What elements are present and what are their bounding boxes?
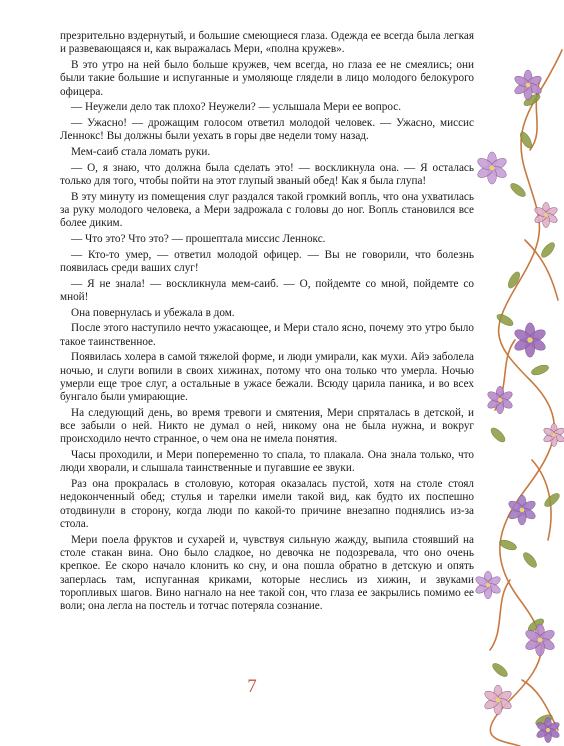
leaf-icon [491, 661, 510, 679]
leaf-icon [539, 241, 557, 260]
body-text [60, 30, 474, 616]
leaf-icon [495, 312, 515, 328]
paragraph: презрительно вздернутый, и большие смеющиеся глаза. Одежда ее всегда была легкая и развевающаяся и, как выражалась Мери, «полна кружев». [60, 30, 474, 56]
clematis-flower-icon [513, 323, 548, 358]
clematis-flower-icon [486, 386, 514, 414]
leaf-icon [521, 551, 539, 570]
page-number: 7 [247, 676, 257, 697]
leaf-icon [489, 426, 507, 444]
paragraph: Появилась холера в самой тяжелой форме, и люди умирали, как мухи. Айэ заболела ночью, и слуги вопили в своих хижинах, потому что она только что умерла. Ночью умерли еще трое слуг, а остальные в ужасе бежали. Всюду царила паника, и во всех бунгало были умирающие. [60, 351, 474, 404]
paragraph: Мем-саиб стала ломать руки. [71, 145, 211, 158]
paragraph: На следующий день, во время тревоги и смятения, Мери спряталась в детской, и все забыли о ней. Никто не думал о ней, никому она не была нужна, и вокруг происходило нечто странное, о чем она не имела понятия. [60, 406, 474, 446]
paragraph: Она повернулась и убежала в дом. [71, 306, 235, 319]
leaf-icon [543, 491, 562, 509]
leaf-icon [530, 363, 550, 377]
clematis-flower-icon [483, 685, 513, 715]
leaf-icon [509, 181, 528, 199]
paragraph: — Ужасно! — дрожащим голосом ответил молодой человек. — Ужасно, миссис Леннокс! Вы должны были уехать в горы две недели тому назад. [60, 116, 474, 143]
paragraph: — Кто-то умер, — ответил молодой офицер. — Вы не говорили, что болезнь появилась среди ваших слуг! [60, 248, 474, 274]
clematis-flower-icon [476, 152, 508, 184]
clematis-vine-border-icon [470, 40, 564, 746]
paragraph: — О, я знаю, что должна была сделать это! — воскликнула она. — Я осталась только для того, чтобы пойти на этот глупый званый обед! Как я была глупа! [60, 161, 474, 187]
clematis-flower-icon [542, 424, 564, 447]
clematis-flower-icon [533, 202, 558, 227]
paragraph: — Я не знала! — воскликнула мем-саиб. — О, пойдемте со мной, пойдемте со мной! [60, 277, 474, 303]
paragraph: Часы проходили, и Мери попеременно то спала, то плакала. Она знала только, что люди хворали, и слышала таинственные и пугавшие ее звуки. [60, 449, 474, 475]
paragraph: В эту минуту из помещения слуг раздался такой громкий вопль, что она ухватилась за руку молодого человека, а Мери задрожала с головы до ног. Вопль становился все более диким. [60, 190, 474, 230]
paragraph: После этого наступило нечто ужасающее, и Мери стало ясно, почему это утро было такое таинственное. [60, 322, 474, 348]
clematis-flower-icon [474, 571, 502, 599]
paragraph: — Неужели дело так плохо? Неужели? — услышала Мери ее вопрос. [71, 101, 402, 114]
paragraph: Раз она прокралась в столовую, которая оказалась пустой, хотя на столе стоял недоконченный обед; стулья и тарелки имели такой вид, как будто их поспешно отодвинули в сторону, когда люди по какой-то причине внезапно поднялись из-за стола. [60, 478, 474, 530]
paragraph: В это утро на ней было больше кружев, чем всегда, но глаза ее не смеялись; они были такие большие и испуганные и умоляюще глядели в лицо молодого белокурого офицера. [60, 58, 474, 98]
paragraph: Мери поела фруктов и сухарей и, чувствуя сильную жажду, выпила стоявший на столе стакан вина. Оно было сладкое, но девочка не подозревала, что оно очень крепкое. Ее скоро начало клонить ко сну, и она пошла обратно в детскую и опять заперлась там, испуганная криками, которые неслись из хижин, и звуками торопливых шагов. Вино нагнало на нее такой сон, что глаза ее закрылись помимо ее воли; она легла на постель и тотчас потеряла сознание. [60, 533, 474, 613]
paragraph: — Что это? Что это? — прошептала миссис Леннокс. [71, 232, 326, 245]
